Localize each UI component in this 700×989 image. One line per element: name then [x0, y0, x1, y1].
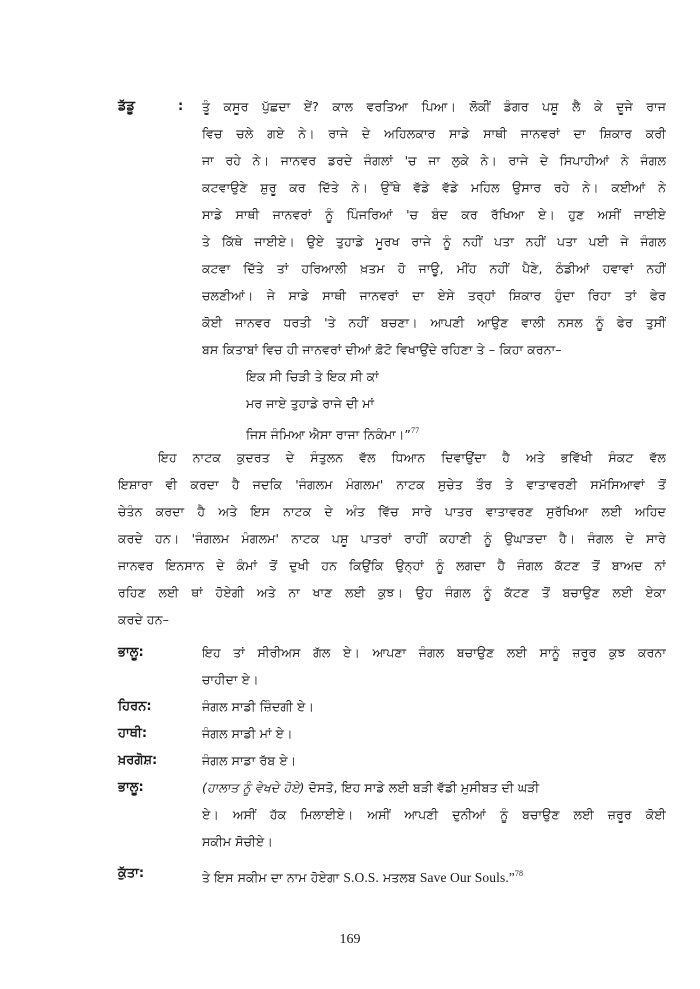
speaker-deer: ਹਿਰਨ:	[118, 699, 152, 714]
paragraph-line-1: ਇਹ ਨਾਟਕ ਕੁਦਰਤ ਦੇ ਸੰਤੁਲਨ ਵੱਲ ਧਿਆਨ ਦਿਵਾਉਂਦਾ ਹੈ ਅਤੇ ਭਵਿੱਖੀ ਸੰਕਟ ਵੱਲ	[158, 450, 666, 465]
speaker-rabbit: ਖ਼ਰਗੋਸ਼:	[118, 753, 158, 768]
frog-line-5: ਸਾਡੇ ਸਾਥੀ ਜਾਨਵਰਾਂ ਨੂੰ ਪਿੰਜਰਿਆਂ 'ਚ ਬੰਦ ਕਰ ਰੱਖਿਆ ਏ। ਹੁਣ ਅਸੀਂ ਜਾਈਏ	[202, 207, 666, 222]
verse-line-3-text: ਜਿਸ ਜੰਮਿਆ ਐਸਾ ਰਾਜਾ ਨਿਕੰਮਾ।”	[246, 427, 411, 442]
dog-prefix: ਤੇ ਇਸ ਸਕੀਮ ਦਾ ਨਾਮ ਹੋਏਗਾ	[202, 870, 344, 885]
frog-line-8: ਚਲਣੀਆਂ। ਜੇ ਸਾਡੇ ਸਾਥੀ ਜਾਨਵਰਾਂ ਦਾ ਏਸੇ ਤਰ੍ਹਾਂ ਸ਼ਿਕਾਰ ਹੁੰਦਾ ਰਿਹਾ ਤਾਂ ਫੇਰ	[202, 288, 666, 303]
speaker-frog: ਡੱਡੂ	[118, 99, 135, 114]
dog-latin-2: Save Our Souls.”	[419, 870, 515, 885]
bear-line-2: ਚਾਹੀਦਾ ਏ।	[202, 672, 259, 687]
dog-latin-1: S.O.S.	[343, 870, 379, 885]
speaker-bear-2: ਭਾਲੂ:	[118, 780, 144, 795]
speaker-elephant: ਹਾਥੀ:	[118, 726, 148, 741]
frog-line-2: ਵਿਚ ਚਲੇ ਗਏ ਨੇ। ਰਾਜੇ ਦੇ ਅਹਿਲਕਾਰ ਸਾਡੇ ਸਾਥੀ ਜਾਨਵਰਾਂ ਦਾ ਸ਼ਿਕਾਰ ਕਰੀ	[202, 126, 666, 141]
verse-line-3	[246, 423, 626, 443]
footnote-78: 78	[514, 869, 524, 878]
bear-line-1: ਇਹ ਤਾਂ ਸੀਰੀਅਸ ਗੱਲ ਏ। ਆਪਣਾ ਜੰਗਲ ਬਚਾਉਣ ਲਈ ਸਾਨੂੰ ਜ਼ਰੂਰ ਕੁਝ ਕਰਨਾ	[202, 645, 666, 660]
frog-line-7: ਕਟਵਾ ਦਿੱਤੇ ਤਾਂ ਹਰਿਆਲੀ ਖ਼ਤਮ ਹੋ ਜਾਊ, ਮੀਂਹ ਨਹੀਂ ਪੈਣੇ, ਠੰਡੀਆਂ ਹਵਾਵਾਂ ਨਹੀਂ	[202, 261, 666, 276]
bear2-line-1-text: ਦੋਸਤੋ, ਇਹ ਸਾਡੇ ਲਈ ਬੜੀ ਵੱਡੀ ਮੁਸੀਬਤ ਦੀ ਘੜੀ	[308, 780, 540, 795]
frog-line-1: ਤੂੰ ਕਸੂਰ ਪੁੱਛਦਾ ਏਂ? ਕਾਲ ਵਰਤਿਆ ਪਿਆ। ਲੋਕੀਂ ਡੰਗਰ ਪਸ਼ੂ ਲੈ ਕੇ ਦੂਜੇ ਰਾਜ	[202, 99, 666, 114]
bear2-line-3: ਸਕੀਮ ਸੋਚੀਏ।	[202, 834, 273, 849]
paragraph-line-5: ਜਾਨਵਰ ਇਨਸਾਨ ਦੇ ਕੰਮਾਂ ਤੋਂ ਦੁਖੀ ਹਨ ਕਿਉਂਕਿ ਉਨ੍ਹਾਂ ਨੂੰ ਲਗਦਾ ਹੈ ਜੰਗਲ ਕੱਟਣ ਤੋਂ ਬਾਅਦ ਨਾਂ	[118, 558, 666, 573]
rabbit-line-1: ਜੰਗਲ ਸਾਡਾ ਰੱਬ ਏ।	[202, 753, 297, 768]
frog-line-9: ਕੋਈ ਜਾਨਵਰ ਧਰਤੀ 'ਤੇ ਨਹੀਂ ਬਚਣਾ। ਆਪਣੀ ਆਉਣ ਵਾਲੀ ਨਸਲ ਨੂੰ ਫੇਰ ਤੁਸੀਂ	[202, 315, 666, 330]
deer-line-1: ਜੰਗਲ ਸਾਡੀ ਜ਼ਿੰਦਗੀ ਏ।	[202, 699, 314, 714]
frog-line-4: ਕਟਵਾਉਣੇ ਸ਼ੁਰੂ ਕਰ ਦਿੱਤੇ ਨੇ। ਉੱਥੇ ਵੱਡੇ ਵੱਡੇ ਮਹਿਲ ਉਸਾਰ ਰਹੇ ਨੇ। ਕਈਆਂ ਨੇ	[202, 180, 666, 195]
footnote-77: 77	[410, 426, 420, 435]
paragraph-line-3: ਚੇਤੰਨ ਕਰਦਾ ਹੈ ਅਤੇ ਇਸ ਨਾਟਕ ਦੇ ਅੰਤ ਵਿੱਚ ਸਾਰੇ ਪਾਤਰ ਵਾਤਾਵਰਣ ਸੁਰੱਖਿਆ ਲਈ ਅਹਿਦ	[118, 504, 666, 519]
frog-line-6: ਤੇ ਕਿੱਥੇ ਜਾਈਏ। ਉਏ ਤੁਹਾਡੇ ਮੂਰਖ ਰਾਜੇ ਨੂੰ ਨਹੀਂ ਪਤਾ ਨਹੀਂ ਪਤਾ ਪਈ ਜੇ ਜੰਗਲ	[202, 234, 666, 249]
speaker-bear: ਭਾਲੂ:	[118, 645, 144, 660]
stage-direction: (ਹਾਲਾਤ ਨੂੰ ਵੇਖਦੇ ਹੋਏ)	[202, 780, 305, 795]
speaker-dog: ਕੁੱਤਾ:	[118, 866, 145, 881]
verse-line-2: ਮਰ ਜਾਏ ਤੁਹਾਡੇ ਰਾਜੇ ਦੀ ਮਾਂ	[246, 396, 375, 411]
page-number: 169	[339, 932, 361, 947]
frog-line-10: ਬਸ ਕਿਤਾਬਾਂ ਵਿਚ ਹੀ ਜਾਨਵਰਾਂ ਦੀਆਂ ਫ਼ੋਟੋ ਵਿਖਾਉਂਦੇ ਰਹਿਣਾ ਤੇ – ਕਿਹਾ ਕਰਨਾ–	[202, 342, 562, 357]
speaker-colon: :	[178, 99, 184, 114]
dog-line-1	[202, 866, 666, 886]
paragraph-line-2: ਇਸ਼ਾਰਾ ਵੀ ਕਰਦਾ ਹੈ ਜਦਕਿ 'ਜੰਗਲਮ ਮੰਗਲਮ' ਨਾਟਕ ਸੁਚੇਤ ਤੌਰ ਤੇ ਵਾਤਾਵਰਣੀ ਸਮੱਸਿਆਵਾਂ ਤੋਂ	[118, 477, 666, 492]
paragraph-line-7: ਕਰਦੇ ਹਨ–	[118, 612, 169, 627]
bear2-line-2: ਏ। ਅਸੀਂ ਹੱਕ ਮਿਲਾਈਏ। ਅਸੀਂ ਆਪਣੀ ਦੁਨੀਆਂ ਨੂੰ ਬਚਾਉਣ ਲਈ ਜ਼ਰੂਰ ਕੋਈ	[202, 807, 666, 822]
verse-line-1: ਇਕ ਸੀ ਚਿੜੀ ਤੇ ਇਕ ਸੀ ਕਾਂ	[246, 369, 379, 384]
elephant-line-1: ਜੰਗਲ ਸਾਡੀ ਮਾਂ ਏ।	[202, 726, 293, 741]
paragraph-line-4: ਕਰਦੇ ਹਨ। 'ਜੰਗਲਮ ਮੰਗਲਮ' ਨਾਟਕ ਪਸ਼ੂ ਪਾਤਰਾਂ ਰਾਹੀਂ ਕਹਾਣੀ ਨੂੰ ਉਘਾੜਦਾ ਹੈ। ਜੰਗਲ ਦੇ ਸਾਰੇ	[118, 531, 666, 546]
bear2-line-1	[202, 780, 666, 796]
dog-mid: ਮਤਲਬ	[378, 870, 420, 885]
frog-line-3: ਜਾ ਰਹੇ ਨੇ। ਜਾਨਵਰ ਡਰਦੇ ਜੰਗਲਾਂ 'ਚ ਜਾ ਲੁਕੇ ਨੇ। ਰਾਜੇ ਦੇ ਸਿਪਾਹੀਆਂ ਨੇ ਜੰਗਲ	[202, 153, 666, 168]
paragraph-line-6: ਰਹਿਣ ਲਈ ਥਾਂ ਹੋਏਗੀ ਅਤੇ ਨਾ ਖਾਣ ਲਈ ਕੁਝ। ਉਹ ਜੰਗਲ ਨੂੰ ਕੱਟਣ ਤੋਂ ਬਚਾਉਣ ਲਈ ਏਕਾ	[118, 585, 666, 600]
